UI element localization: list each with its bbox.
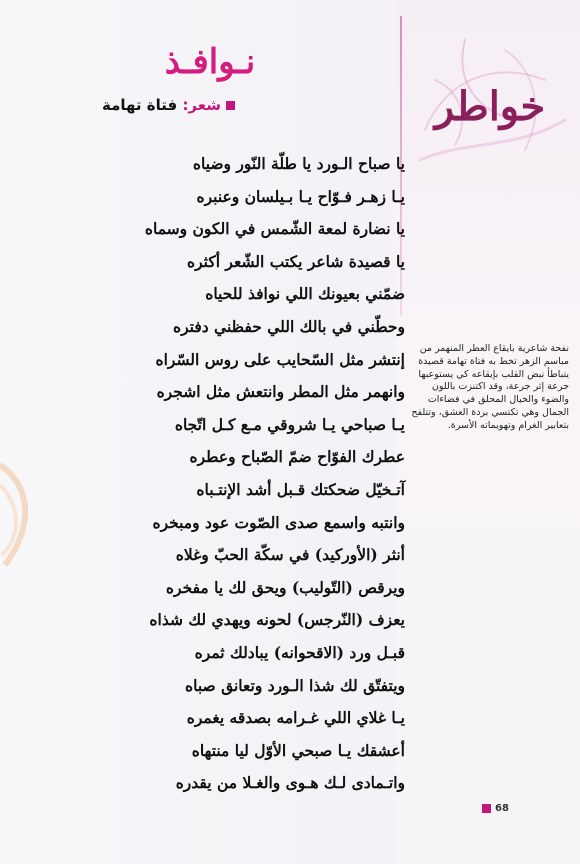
poem-line: يعزف (النّرجس) لحونه ويهدي لك شذاه <box>149 610 405 630</box>
poem-line: يـا غلاي اللي غـرامه بصدقه يغمره <box>186 708 405 728</box>
poem-line: وانهمر مثل المطر وانتعش مثل اشجره <box>156 382 405 402</box>
byline-author: فتاة تهامة <box>101 96 178 114</box>
page-number-block <box>482 803 509 814</box>
poem-line: ضمّني بعيونك اللي نوافذ للحياه <box>205 284 405 304</box>
poem-line: آتـخيّل ضحكتك قـبل أشد الإنتـباه <box>196 479 405 499</box>
section-logo-calligraphy <box>405 20 575 190</box>
poem-line: يـا صباحي يـا شروقي مـع كـل اتّجاه <box>174 414 405 434</box>
byline-marker <box>226 101 235 110</box>
sidebar-note: نفحة شاعرية بايقاع العطر المنهمر من مباسم الزهر تخط به فتاة تهامة قصيدة يتباطأ نبض القلب بإيقاعه كي يستوعبها جرعة إثر جرعة، وقد اكتنزت باللون والضوء والخيال المحلق في فضاءات الجمال وهي تكتسي بردة العشق، وتتلفح بتعابير الغرام وتهويماته الأسرة. <box>411 343 569 431</box>
byline-label: شعر: <box>182 96 221 114</box>
poem-line: يـا زهـر فـوّاح يـا بـيلسان وعنبره <box>196 186 405 206</box>
poem-title: نـوافـذ <box>164 42 256 82</box>
poem-body <box>25 148 405 800</box>
poem-line: أعشقك يـا صبحي الأوّل ليا منتهاه <box>191 740 405 760</box>
page-number: 68 <box>495 803 509 814</box>
poem-line: يا صباح الـورد يا طلّة النّور وضياه <box>192 154 405 173</box>
poem-line: وانتبه واسمع صدى الصّوت عود ومبخره <box>152 512 405 532</box>
page-number-marker <box>482 804 491 813</box>
poem-line: إنتشر مثل السّحايب على روس السّراه <box>155 349 405 369</box>
section-logo-text: خواطر <box>434 83 546 130</box>
poem-line: واتـمادى لـك هـوى والغـلا من يقدره <box>175 773 405 793</box>
poem-line: عطرك الفوّاح ضمّ الصّباح وعطره <box>189 447 405 467</box>
byline <box>102 96 235 114</box>
poem-line: يا قصيدة شاعر يكتب الشّعر أكثره <box>186 251 405 271</box>
poem-line: قبـل ورد (الاقحوانه) يبادلك ثمره <box>194 642 405 662</box>
poem-line: أنثر (الأوركيد) في سكّة الحبّ وغلاه <box>175 545 405 565</box>
poem-line: ويتفتّق لك شذا الـورد وتعانق صباه <box>184 675 405 695</box>
poem-line: ويرقص (التّوليب) ويحق لك يا مفخره <box>165 577 405 597</box>
poem-line: يا نضارة لمعة الشّمس في الكون وسماه <box>144 219 405 239</box>
poem-line: وحطّني في بالك اللي حفظني دفتره <box>173 316 405 336</box>
